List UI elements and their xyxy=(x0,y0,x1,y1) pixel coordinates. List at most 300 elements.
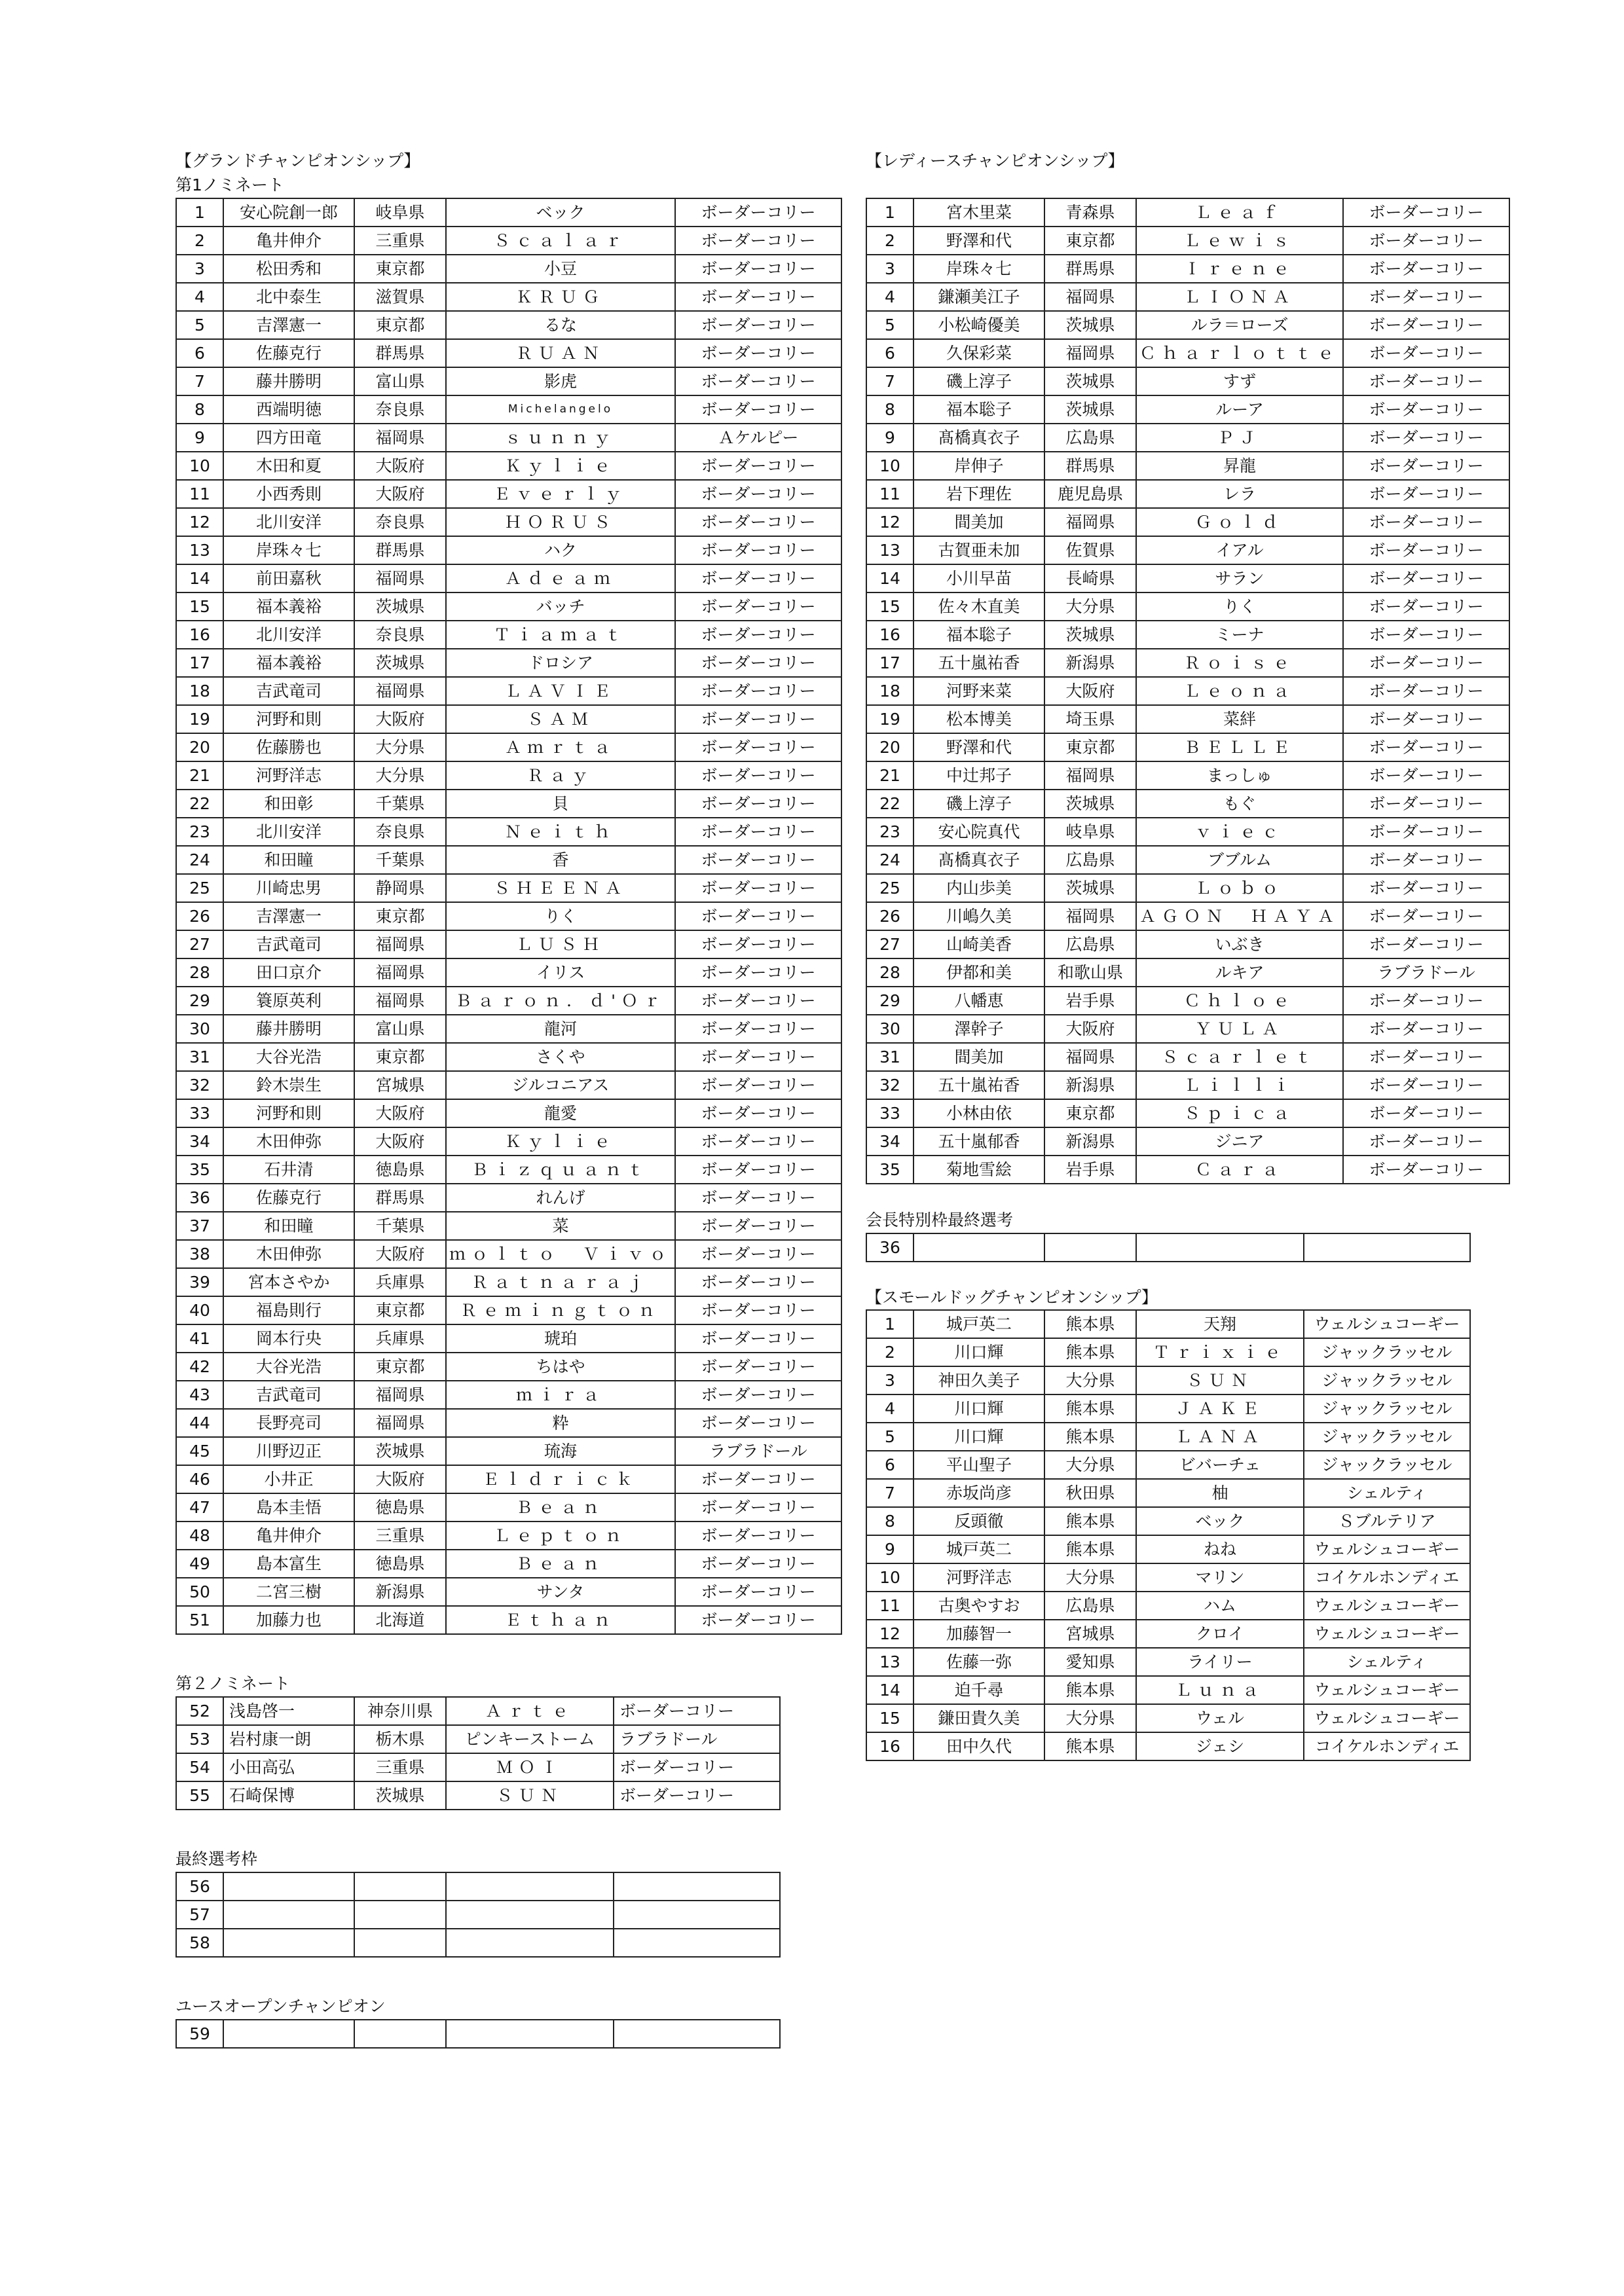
dog-name: Ｌｅｏｎａ xyxy=(1136,677,1343,705)
prefecture: 奈良県 xyxy=(354,621,446,649)
dog-name: 柚 xyxy=(1136,1479,1304,1507)
prefecture: 群馬県 xyxy=(354,536,446,564)
breed: ボーダーコリー xyxy=(675,1184,841,1212)
entry-number: 43 xyxy=(176,1381,223,1409)
breed: ラブラドール xyxy=(614,1725,780,1753)
prefecture: 和歌山県 xyxy=(1044,958,1136,987)
table-row xyxy=(866,677,1509,705)
dog-name: ミーナ xyxy=(1136,621,1343,649)
table-row xyxy=(176,733,841,761)
prefecture: 福岡県 xyxy=(354,987,446,1015)
prefecture: 福岡県 xyxy=(1044,508,1136,536)
table-row xyxy=(866,255,1509,283)
dog-name: ＲＵＡＮ xyxy=(446,339,675,367)
entry-number: 19 xyxy=(866,705,913,733)
entry-number: 24 xyxy=(176,846,223,874)
entry-number: 12 xyxy=(866,508,913,536)
dog-name xyxy=(446,1929,614,1957)
entry-number: 16 xyxy=(176,621,223,649)
entry-number: 10 xyxy=(866,1563,913,1592)
handler-name: 間美加 xyxy=(913,1043,1044,1071)
table-row xyxy=(176,311,841,339)
dog-name: ＰＪ xyxy=(1136,424,1343,452)
dog-name: Ｇｏｌｄ xyxy=(1136,508,1343,536)
table-row xyxy=(176,1465,841,1493)
breed: シェルティ xyxy=(1304,1479,1470,1507)
handler-name: 河野和則 xyxy=(223,705,354,733)
table-row xyxy=(866,1704,1470,1732)
entry-number: 22 xyxy=(866,790,913,818)
dog-name: Ｂｅａｎ xyxy=(446,1550,675,1578)
table-row xyxy=(176,1781,780,1810)
table-row xyxy=(176,1296,841,1324)
dog-name: ＭＯＩ xyxy=(446,1753,614,1781)
dog-name: 龍河 xyxy=(446,1015,675,1043)
handler-name: 八幡恵 xyxy=(913,987,1044,1015)
dog-name: ＡＧＯＮ ＨＡＹＡ xyxy=(1136,902,1343,930)
nominate2-label: 第２ノミネート xyxy=(175,1674,291,1693)
table-row xyxy=(866,198,1509,227)
table-row xyxy=(866,508,1509,536)
dog-name: 龍愛 xyxy=(446,1099,675,1127)
dog-name: Ｋｙｌｉｅ xyxy=(446,1127,675,1156)
handler-name: 小林由依 xyxy=(913,1099,1044,1127)
prefecture: 熊本県 xyxy=(1044,1676,1136,1704)
entry-number: 25 xyxy=(866,874,913,902)
handler-name: 小西秀則 xyxy=(223,480,354,508)
prefecture: 新潟県 xyxy=(1044,1071,1136,1099)
entry-number: 19 xyxy=(176,705,223,733)
entry-number: 14 xyxy=(866,1676,913,1704)
entry-number: 16 xyxy=(866,1732,913,1760)
entry-number: 26 xyxy=(866,902,913,930)
entry-number: 31 xyxy=(176,1043,223,1071)
table-row xyxy=(176,1212,841,1240)
entry-number: 3 xyxy=(176,255,223,283)
table-row xyxy=(176,424,841,452)
table-row xyxy=(176,902,841,930)
table-row xyxy=(176,227,841,255)
table-row xyxy=(176,874,841,902)
dog-name: Ｒａｔｎａｒａｊ xyxy=(446,1268,675,1296)
entry-number: 15 xyxy=(176,592,223,621)
entry-number: 41 xyxy=(176,1324,223,1353)
entry-number: 13 xyxy=(176,536,223,564)
dog-name: Ｌｅｐｔｏｎ xyxy=(446,1522,675,1550)
ladies-championship-title: 【レディースチャンピオンシップ】 xyxy=(866,151,1124,170)
handler-name: 木田伸弥 xyxy=(223,1240,354,1268)
prefecture xyxy=(354,1929,446,1957)
entry-number: 38 xyxy=(176,1240,223,1268)
table-row xyxy=(176,1753,780,1781)
entry-number: 2 xyxy=(176,227,223,255)
dog-name xyxy=(446,1901,614,1929)
handler-name: 河野和則 xyxy=(223,1099,354,1127)
breed: ラブラドール xyxy=(675,1437,841,1465)
dog-name: サンタ xyxy=(446,1578,675,1606)
prefecture: 大阪府 xyxy=(1044,1015,1136,1043)
breed: ボーダーコリー xyxy=(675,1268,841,1296)
table-row xyxy=(866,1127,1509,1156)
entry-number: 48 xyxy=(176,1522,223,1550)
table-row xyxy=(176,339,841,367)
prefecture: 大阪府 xyxy=(354,1099,446,1127)
dog-name: すず xyxy=(1136,367,1343,395)
entry-number: 54 xyxy=(176,1753,223,1781)
handler-name: 田口京介 xyxy=(223,958,354,987)
breed: ボーダーコリー xyxy=(675,339,841,367)
dog-name: ジェシ xyxy=(1136,1732,1304,1760)
breed: ボーダーコリー xyxy=(1343,564,1509,592)
dog-name: Ｒｅｍｉｎｇｔｏｎ xyxy=(446,1296,675,1324)
entry-number: 21 xyxy=(176,761,223,790)
table-row xyxy=(866,424,1509,452)
breed: ボーダーコリー xyxy=(675,761,841,790)
handler-name: 松田秀和 xyxy=(223,255,354,283)
dog-name: Ｅｔｈａｎ xyxy=(446,1606,675,1634)
breed: ボーダーコリー xyxy=(675,1578,841,1606)
breed: ボーダーコリー xyxy=(675,1522,841,1550)
dog-name: ＫＲＵＧ xyxy=(446,283,675,311)
entry-number: 9 xyxy=(176,424,223,452)
dog-name: ベック xyxy=(1136,1507,1304,1535)
prefecture: 茨城県 xyxy=(1044,874,1136,902)
breed: Ｓブルテリア xyxy=(1304,1507,1470,1535)
prefecture: 福岡県 xyxy=(354,958,446,987)
dog-name: ＬＵＳＨ xyxy=(446,930,675,958)
table-row xyxy=(176,1725,780,1753)
entry-number: 5 xyxy=(176,311,223,339)
table-row xyxy=(176,705,841,733)
handler-name: 神田久美子 xyxy=(913,1366,1044,1394)
prefecture: 茨城県 xyxy=(354,1781,446,1810)
breed: ボーダーコリー xyxy=(675,1465,841,1493)
handler-name: 木田和夏 xyxy=(223,452,354,480)
breed: ボーダーコリー xyxy=(675,395,841,424)
dog-name: Ｉｒｅｎｅ xyxy=(1136,255,1343,283)
prefecture: 愛知県 xyxy=(1044,1648,1136,1676)
table-row xyxy=(866,311,1509,339)
dog-name: ｍｉｒａ xyxy=(446,1381,675,1409)
handler-name: 髙橋真衣子 xyxy=(913,846,1044,874)
table-row xyxy=(866,1620,1470,1648)
prefecture: 大阪府 xyxy=(354,1127,446,1156)
handler-name: 木田伸弥 xyxy=(223,1127,354,1156)
prefecture xyxy=(354,1901,446,1929)
table-row xyxy=(866,649,1509,677)
entry-number: 10 xyxy=(176,452,223,480)
breed: ボーダーコリー xyxy=(675,1071,841,1099)
table-row xyxy=(176,1324,841,1353)
handler-name: 伊都和美 xyxy=(913,958,1044,987)
dog-name: ブブルム xyxy=(1136,846,1343,874)
entry-number: 6 xyxy=(866,1451,913,1479)
handler-name xyxy=(223,1872,354,1901)
prefecture: 茨城県 xyxy=(354,592,446,621)
breed: Ａケルピー xyxy=(675,424,841,452)
entry-number: 23 xyxy=(176,818,223,846)
table-row xyxy=(176,1872,780,1901)
handler-name: 島本圭悟 xyxy=(223,1493,354,1522)
prefecture: 福岡県 xyxy=(354,424,446,452)
prefecture: 大分県 xyxy=(354,761,446,790)
entry-number: 10 xyxy=(866,452,913,480)
dog-name: りく xyxy=(446,902,675,930)
prefecture: 茨城県 xyxy=(354,649,446,677)
breed: ボーダーコリー xyxy=(614,1753,780,1781)
entry-number: 4 xyxy=(176,283,223,311)
handler-name: 北川安洋 xyxy=(223,818,354,846)
breed: ボーダーコリー xyxy=(614,1781,780,1810)
dog-name: ドロシア xyxy=(446,649,675,677)
prefecture: 広島県 xyxy=(1044,846,1136,874)
entry-number: 35 xyxy=(866,1156,913,1184)
table-row xyxy=(866,452,1509,480)
dog-name: Ｃａｒａ xyxy=(1136,1156,1343,1184)
breed: コイケルホンディエ xyxy=(1304,1563,1470,1592)
breed: ボーダーコリー xyxy=(1343,874,1509,902)
breed: ウェルシュコーギー xyxy=(1304,1620,1470,1648)
grand-championship-title: 【グランドチャンピオンシップ】 xyxy=(175,151,420,170)
entry-number: 57 xyxy=(176,1901,223,1929)
entry-number: 17 xyxy=(866,649,913,677)
dog-name: ＳＵＮ xyxy=(446,1781,614,1810)
handler-name: 宮木里菜 xyxy=(913,198,1044,227)
entry-number: 12 xyxy=(866,1620,913,1648)
entry-number: 59 xyxy=(176,2020,223,2048)
entry-number: 3 xyxy=(866,1366,913,1394)
handler-name: 中辻邦子 xyxy=(913,761,1044,790)
entry-number: 22 xyxy=(176,790,223,818)
dog-name: バッチ xyxy=(446,592,675,621)
handler-name: 佐藤勝也 xyxy=(223,733,354,761)
breed: ボーダーコリー xyxy=(675,1127,841,1156)
entry-number: 1 xyxy=(866,198,913,227)
handler-name: 大谷光浩 xyxy=(223,1043,354,1071)
entry-number: 28 xyxy=(176,958,223,987)
prefecture: 徳島県 xyxy=(354,1493,446,1522)
breed: ボーダーコリー xyxy=(675,255,841,283)
entry-number: 14 xyxy=(866,564,913,592)
prefecture: 大分県 xyxy=(1044,1563,1136,1592)
table-row xyxy=(866,283,1509,311)
table-row xyxy=(866,1015,1509,1043)
breed: ボーダーコリー xyxy=(1343,311,1509,339)
youth-open-table xyxy=(175,2019,781,2049)
handler-name: 吉武竜司 xyxy=(223,1381,354,1409)
dog-name: Ｌｉｌｌｉ xyxy=(1136,1071,1343,1099)
dog-name: ジニア xyxy=(1136,1127,1343,1156)
handler-name: 北川安洋 xyxy=(223,621,354,649)
prefecture: 長崎県 xyxy=(1044,564,1136,592)
prefecture: 兵庫県 xyxy=(354,1324,446,1353)
handler-name: 浅島啓一 xyxy=(223,1697,354,1725)
breed: ボーダーコリー xyxy=(1343,1071,1509,1099)
table-row xyxy=(866,1099,1509,1127)
breed: ボーダーコリー xyxy=(675,1409,841,1437)
breed: ボーダーコリー xyxy=(1343,198,1509,227)
handler-name: 北川安洋 xyxy=(223,508,354,536)
table-row xyxy=(176,649,841,677)
prefecture: 三重県 xyxy=(354,1753,446,1781)
dog-name: Ｒａｙ xyxy=(446,761,675,790)
entry-number: 58 xyxy=(176,1929,223,1957)
breed: ボーダーコリー xyxy=(675,1324,841,1353)
table-row xyxy=(866,790,1509,818)
entry-number: 23 xyxy=(866,818,913,846)
entry-number: 27 xyxy=(866,930,913,958)
table-row xyxy=(866,1732,1470,1760)
entry-number: 8 xyxy=(866,1507,913,1535)
dog-name: Ｌｕｎａ xyxy=(1136,1676,1304,1704)
dog-name: 琥珀 xyxy=(446,1324,675,1353)
handler-name: 川嶋久美 xyxy=(913,902,1044,930)
dog-name: れんげ xyxy=(446,1184,675,1212)
dog-name: クロイ xyxy=(1136,1620,1304,1648)
prefecture: 富山県 xyxy=(354,367,446,395)
handler-name: 小井正 xyxy=(223,1465,354,1493)
breed: ボーダーコリー xyxy=(614,1697,780,1725)
entry-number: 6 xyxy=(176,339,223,367)
breed: ボーダーコリー xyxy=(1343,367,1509,395)
table-row xyxy=(176,958,841,987)
breed: ウェルシュコーギー xyxy=(1304,1704,1470,1732)
entry-number: 18 xyxy=(176,677,223,705)
table-row xyxy=(176,761,841,790)
table-row xyxy=(176,564,841,592)
table-row xyxy=(176,1409,841,1437)
breed: ボーダーコリー xyxy=(1343,902,1509,930)
entry-number: 3 xyxy=(866,255,913,283)
breed: ボーダーコリー xyxy=(1343,790,1509,818)
dog-name: ＳＨＥＥＮＡ xyxy=(446,874,675,902)
prefecture: 滋賀県 xyxy=(354,283,446,311)
dog-name: イアル xyxy=(1136,536,1343,564)
breed: ウェルシュコーギー xyxy=(1304,1592,1470,1620)
handler-name: 河野洋志 xyxy=(223,761,354,790)
table-row xyxy=(176,1240,841,1268)
handler-name: 石崎保博 xyxy=(223,1781,354,1810)
breed: ボーダーコリー xyxy=(1343,733,1509,761)
handler-name: 五十嵐郁香 xyxy=(913,1127,1044,1156)
breed: ウェルシュコーギー xyxy=(1304,1310,1470,1338)
youth-open-label: ユースオープンチャンピオン xyxy=(175,1997,386,2016)
dog-name: レラ xyxy=(1136,480,1343,508)
table-row xyxy=(866,1338,1470,1366)
handler-name: 和田彰 xyxy=(223,790,354,818)
breed: ボーダーコリー xyxy=(675,592,841,621)
prefecture: 広島県 xyxy=(1044,930,1136,958)
breed xyxy=(1304,1233,1470,1262)
breed: ボーダーコリー xyxy=(675,1381,841,1409)
entry-number: 17 xyxy=(176,649,223,677)
table-row xyxy=(866,480,1509,508)
handler-name: 菊地雪絵 xyxy=(913,1156,1044,1184)
breed: ジャックラッセル xyxy=(1304,1394,1470,1423)
entry-number: 56 xyxy=(176,1872,223,1901)
table-row xyxy=(176,1929,780,1957)
handler-name: 鎌田貴久美 xyxy=(913,1704,1044,1732)
handler-name: 平山聖子 xyxy=(913,1451,1044,1479)
handler-name: 岡本行央 xyxy=(223,1324,354,1353)
entry-number: 15 xyxy=(866,1704,913,1732)
entry-number: 13 xyxy=(866,1648,913,1676)
breed xyxy=(614,1901,780,1929)
table-row xyxy=(866,705,1509,733)
dog-name: サラン xyxy=(1136,564,1343,592)
prefecture: 富山県 xyxy=(354,1015,446,1043)
table-row xyxy=(176,536,841,564)
ladies-table xyxy=(866,198,1510,1184)
dog-name: 昇龍 xyxy=(1136,452,1343,480)
dog-name xyxy=(1136,1233,1304,1262)
dog-name: Michelangelo xyxy=(446,395,675,424)
table-row xyxy=(866,1156,1509,1184)
final-selection-table xyxy=(175,1872,781,1958)
dog-name: もぐ xyxy=(1136,790,1343,818)
breed: ボーダーコリー xyxy=(1343,395,1509,424)
breed: ボーダーコリー xyxy=(1343,705,1509,733)
breed: ボーダーコリー xyxy=(675,367,841,395)
breed: ボーダーコリー xyxy=(675,733,841,761)
handler-name: 川口輝 xyxy=(913,1394,1044,1423)
prefecture: 東京都 xyxy=(354,255,446,283)
breed: ボーダーコリー xyxy=(675,1015,841,1043)
entry-number: 9 xyxy=(866,1535,913,1563)
entry-number: 47 xyxy=(176,1493,223,1522)
handler-name: 福本聡子 xyxy=(913,395,1044,424)
breed: ボーダーコリー xyxy=(1343,283,1509,311)
prefecture: 東京都 xyxy=(354,1353,446,1381)
prefecture: 福岡県 xyxy=(354,930,446,958)
entry-number: 55 xyxy=(176,1781,223,1810)
breed: ボーダーコリー xyxy=(1343,621,1509,649)
entry-number: 34 xyxy=(866,1127,913,1156)
prefecture: 群馬県 xyxy=(1044,452,1136,480)
special-selection-label: 会長特別枠最終選考 xyxy=(866,1211,1014,1230)
prefecture: 新潟県 xyxy=(354,1578,446,1606)
handler-name: 鈴木崇生 xyxy=(223,1071,354,1099)
dog-name: Ｋｙｌｉｅ xyxy=(446,452,675,480)
dog-name: ｓｕｎｎｙ xyxy=(446,424,675,452)
handler-name: 小松崎優美 xyxy=(913,311,1044,339)
prefecture: 埼玉県 xyxy=(1044,705,1136,733)
table-row xyxy=(176,1901,780,1929)
handler-name: 和田瞳 xyxy=(223,846,354,874)
table-row xyxy=(866,1394,1470,1423)
nominate1-label: 第1ノミネート xyxy=(175,175,284,194)
handler-name: 迫千尋 xyxy=(913,1676,1044,1704)
dog-name: ハク xyxy=(446,536,675,564)
prefecture: 大阪府 xyxy=(1044,677,1136,705)
dog-name: 菜 xyxy=(446,1212,675,1240)
entry-number: 28 xyxy=(866,958,913,987)
table-row xyxy=(866,564,1509,592)
entry-number: 6 xyxy=(866,339,913,367)
table-row xyxy=(176,677,841,705)
entry-number: 26 xyxy=(176,902,223,930)
table-row xyxy=(866,930,1509,958)
table-row xyxy=(866,1676,1470,1704)
dog-name: ハム xyxy=(1136,1592,1304,1620)
prefecture: 佐賀県 xyxy=(1044,536,1136,564)
table-row xyxy=(176,818,841,846)
breed: ボーダーコリー xyxy=(675,930,841,958)
handler-name: 川口輝 xyxy=(913,1338,1044,1366)
entry-number: 29 xyxy=(176,987,223,1015)
table-row xyxy=(176,255,841,283)
handler-name: 川崎忠男 xyxy=(223,874,354,902)
